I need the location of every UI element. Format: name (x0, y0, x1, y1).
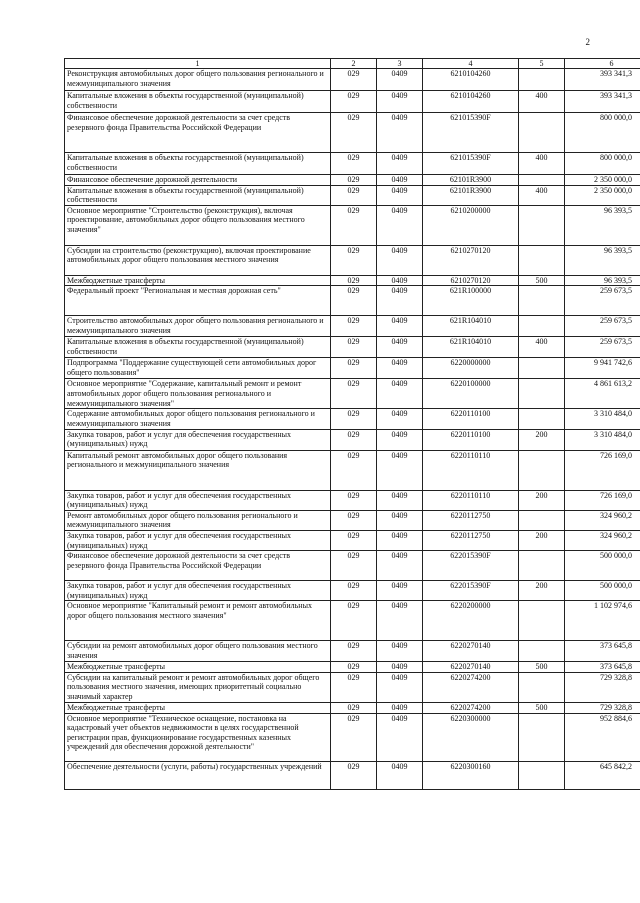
row-code-4: 6220110100 (423, 409, 519, 429)
row-code-4: 621015390F (423, 113, 519, 153)
table-row (65, 581, 640, 601)
table-row (65, 205, 640, 245)
row-name: Закупка товаров, работ и услуг для обеспечения государственных (муниципальных) нужд (65, 490, 331, 510)
row-amount: 393 341,3 (565, 91, 640, 113)
row-name: Ремонт автомобильных дорог общего пользования регионального и межмуниципального значения (65, 510, 331, 530)
row-code-5 (519, 286, 565, 316)
row-amount: 259 673,5 (565, 337, 640, 358)
table-row (65, 601, 640, 641)
table-row (65, 702, 640, 713)
row-code-2: 029 (331, 702, 377, 713)
budget-table (64, 58, 640, 790)
row-code-4: 6220110100 (423, 429, 519, 450)
row-code-2: 029 (331, 185, 377, 205)
row-code-3: 0409 (377, 581, 423, 601)
row-code-5 (519, 601, 565, 641)
row-name: Содержание автомобильных дорог общего пользования регионального и межмуниципального значения (65, 409, 331, 429)
row-code-3: 0409 (377, 205, 423, 245)
row-code-3: 0409 (377, 510, 423, 530)
row-code-3: 0409 (377, 409, 423, 429)
row-code-4: 621R100000 (423, 286, 519, 316)
row-amount: 373 645,8 (565, 641, 640, 661)
table-row (65, 490, 640, 510)
row-amount: 259 673,5 (565, 316, 640, 337)
row-code-3: 0409 (377, 601, 423, 641)
row-code-5: 200 (519, 490, 565, 510)
table-row (65, 641, 640, 661)
row-code-2: 029 (331, 113, 377, 153)
row-code-3: 0409 (377, 379, 423, 409)
row-code-4: 6220270140 (423, 661, 519, 672)
row-code-3: 0409 (377, 91, 423, 113)
table-row (65, 551, 640, 581)
row-code-2: 029 (331, 713, 377, 761)
row-amount: 500 000,0 (565, 581, 640, 601)
row-name: Межбюджетные трансферты (65, 661, 331, 672)
row-name: Капитальные вложения в объекты государственной (муниципальной) собственности (65, 91, 331, 113)
row-code-2: 029 (331, 672, 377, 702)
row-code-2: 029 (331, 205, 377, 245)
table-row (65, 672, 640, 702)
header-cell: 2 (331, 59, 377, 69)
row-code-4: 6210104260 (423, 91, 519, 113)
row-code-5 (519, 379, 565, 409)
row-amount: 2 350 000,0 (565, 175, 640, 186)
row-code-4: 62101R3900 (423, 175, 519, 186)
row-name: Закупка товаров, работ и услуг для обеспечения государственных (муниципальных) нужд (65, 429, 331, 450)
row-code-3: 0409 (377, 429, 423, 450)
row-code-2: 029 (331, 530, 377, 550)
row-code-4: 6220110110 (423, 490, 519, 510)
row-code-5 (519, 205, 565, 245)
row-name: Реконструкция автомобильных дорог общего пользования регионального и межмуниципального значения (65, 69, 331, 91)
row-code-2: 029 (331, 581, 377, 601)
header-row (65, 59, 640, 69)
row-code-5 (519, 641, 565, 661)
row-code-3: 0409 (377, 175, 423, 186)
row-code-5: 500 (519, 702, 565, 713)
row-code-5 (519, 316, 565, 337)
row-name: Финансовое обеспечение дорожной деятельности за счет средств резервного фонда Правительства Российской Федерации (65, 113, 331, 153)
row-code-5: 200 (519, 429, 565, 450)
row-code-5 (519, 551, 565, 581)
table-row (65, 316, 640, 337)
row-code-3: 0409 (377, 275, 423, 286)
header-cell: 6 (565, 59, 640, 69)
row-name: Финансовое обеспечение дорожной деятельности (65, 175, 331, 186)
row-code-2: 029 (331, 153, 377, 175)
table-row (65, 91, 640, 113)
row-code-4: 6210270120 (423, 245, 519, 275)
table-row (65, 379, 640, 409)
row-amount: 726 169,0 (565, 450, 640, 490)
row-code-4: 6220100000 (423, 379, 519, 409)
row-code-5 (519, 713, 565, 761)
row-amount: 9 941 742,6 (565, 358, 640, 379)
row-code-2: 029 (331, 551, 377, 581)
row-code-5 (519, 358, 565, 379)
row-code-5 (519, 409, 565, 429)
table-row (65, 185, 640, 205)
row-code-4: 621R104010 (423, 316, 519, 337)
row-code-4: 6210104260 (423, 69, 519, 91)
row-code-3: 0409 (377, 185, 423, 205)
row-amount: 4 861 613,2 (565, 379, 640, 409)
row-code-2: 029 (331, 409, 377, 429)
header-cell: 4 (423, 59, 519, 69)
row-code-5 (519, 450, 565, 490)
table-row (65, 661, 640, 672)
row-code-4: 621015390F (423, 153, 519, 175)
table-row (65, 450, 640, 490)
row-code-4: 622015390F (423, 581, 519, 601)
row-code-5: 400 (519, 337, 565, 358)
table-row (65, 761, 640, 789)
row-amount: 645 842,2 (565, 761, 640, 789)
row-code-2: 029 (331, 601, 377, 641)
row-name: Финансовое обеспечение дорожной деятельности за счет средств резервного фонда Правительства Российской Федерации (65, 551, 331, 581)
row-code-4: 6220112750 (423, 530, 519, 550)
row-code-2: 029 (331, 175, 377, 186)
row-name: Межбюджетные трансферты (65, 275, 331, 286)
row-code-5 (519, 69, 565, 91)
table-row (65, 69, 640, 91)
row-code-5 (519, 672, 565, 702)
row-code-2: 029 (331, 761, 377, 789)
row-name: Основное мероприятие "Капитальный ремонт и ремонт автомобильных дорог общего пользования местного значения" (65, 601, 331, 641)
row-name: Основное мероприятие "Техническое оснащение, постановка на кадастровый учет объектов недвижимости в целях государственной регистрации прав, функционирование государственных казенных учреждений для обеспечения дорожной деятельности" (65, 713, 331, 761)
row-code-5: 200 (519, 530, 565, 550)
table-row (65, 337, 640, 358)
row-name: Закупка товаров, работ и услуг для обеспечения государственных (муниципальных) нужд (65, 581, 331, 601)
row-name: Субсидии на ремонт автомобильных дорог общего пользования местного значения (65, 641, 331, 661)
row-code-3: 0409 (377, 672, 423, 702)
row-code-5 (519, 245, 565, 275)
row-code-3: 0409 (377, 69, 423, 91)
row-code-2: 029 (331, 379, 377, 409)
row-code-4: 6220300160 (423, 761, 519, 789)
row-code-4: 6220300000 (423, 713, 519, 761)
row-amount: 259 673,5 (565, 286, 640, 316)
row-name: Субсидии на капитальный ремонт и ремонт автомобильных дорог общего пользования местного значения, имеющих приоритетный социально значимый характер (65, 672, 331, 702)
row-name: Капитальные вложения в объекты государственной (муниципальной) собственности (65, 153, 331, 175)
row-code-4: 6220274200 (423, 672, 519, 702)
row-code-4: 6210270120 (423, 275, 519, 286)
row-code-5 (519, 175, 565, 186)
row-code-5 (519, 113, 565, 153)
row-code-5: 500 (519, 661, 565, 672)
row-name: Основное мероприятие "Строительство (реконструкция), включая проектирование, автомобильных дорог общего пользования местного значения" (65, 205, 331, 245)
row-code-2: 029 (331, 316, 377, 337)
row-code-3: 0409 (377, 113, 423, 153)
row-code-2: 029 (331, 641, 377, 661)
row-amount: 96 393,5 (565, 245, 640, 275)
table-row (65, 409, 640, 429)
table-row (65, 245, 640, 275)
row-code-4: 6220274200 (423, 702, 519, 713)
table-row (65, 113, 640, 153)
row-code-4: 6220270140 (423, 641, 519, 661)
table-row (65, 530, 640, 550)
row-amount: 96 393,5 (565, 275, 640, 286)
row-code-3: 0409 (377, 702, 423, 713)
row-code-2: 029 (331, 275, 377, 286)
row-code-3: 0409 (377, 358, 423, 379)
row-amount: 500 000,0 (565, 551, 640, 581)
row-amount: 324 960,2 (565, 510, 640, 530)
row-amount: 393 341,3 (565, 69, 640, 91)
row-code-2: 029 (331, 337, 377, 358)
row-code-2: 029 (331, 450, 377, 490)
row-code-3: 0409 (377, 153, 423, 175)
row-name: Основное мероприятие "Содержание, капитальный ремонт и ремонт автомобильных дорог общего пользования регионального и межмуниципального значения" (65, 379, 331, 409)
row-code-3: 0409 (377, 641, 423, 661)
row-code-3: 0409 (377, 551, 423, 581)
table-row (65, 175, 640, 186)
row-name: Подпрограмма "Поддержание существующей сети автомобильных дорог общего пользования" (65, 358, 331, 379)
row-code-2: 029 (331, 286, 377, 316)
row-name: Субсидии на строительство (реконструкцию), включая проектирование автомобильных дорог общего пользования местного значения (65, 245, 331, 275)
row-name: Обеспечение деятельности (услуги, работы) государственных учреждений (65, 761, 331, 789)
row-amount: 800 000,0 (565, 153, 640, 175)
row-code-4: 6220200000 (423, 601, 519, 641)
row-code-3: 0409 (377, 761, 423, 789)
table-row (65, 286, 640, 316)
header-cell: 3 (377, 59, 423, 69)
row-code-3: 0409 (377, 450, 423, 490)
row-code-3: 0409 (377, 337, 423, 358)
table-row (65, 153, 640, 175)
row-code-2: 029 (331, 358, 377, 379)
row-code-4: 622015390F (423, 551, 519, 581)
row-amount: 373 645,8 (565, 661, 640, 672)
page-number: 2 (585, 37, 590, 47)
row-code-2: 029 (331, 661, 377, 672)
row-amount: 729 328,8 (565, 672, 640, 702)
row-name: Капитальный ремонт автомобильных дорог общего пользования регионального и межмуниципального значения (65, 450, 331, 490)
row-amount: 952 884,6 (565, 713, 640, 761)
row-amount: 3 310 484,0 (565, 409, 640, 429)
row-amount: 729 328,8 (565, 702, 640, 713)
row-amount: 726 169,0 (565, 490, 640, 510)
row-code-3: 0409 (377, 490, 423, 510)
table-row (65, 713, 640, 761)
header-cell: 5 (519, 59, 565, 69)
row-code-3: 0409 (377, 530, 423, 550)
row-amount: 324 960,2 (565, 530, 640, 550)
row-code-3: 0409 (377, 713, 423, 761)
row-code-5 (519, 761, 565, 789)
row-amount: 1 102 974,6 (565, 601, 640, 641)
row-code-3: 0409 (377, 245, 423, 275)
table-row (65, 358, 640, 379)
row-code-2: 029 (331, 429, 377, 450)
row-code-2: 029 (331, 91, 377, 113)
row-code-5: 200 (519, 581, 565, 601)
row-code-4: 6220112750 (423, 510, 519, 530)
row-code-5: 400 (519, 153, 565, 175)
table-row (65, 510, 640, 530)
row-code-2: 029 (331, 245, 377, 275)
row-code-5 (519, 510, 565, 530)
row-amount: 3 310 484,0 (565, 429, 640, 450)
row-name: Федеральный проект "Региональная и местная дорожная сеть" (65, 286, 331, 316)
row-code-4: 621R104010 (423, 337, 519, 358)
row-code-2: 029 (331, 490, 377, 510)
row-code-3: 0409 (377, 286, 423, 316)
row-name: Строительство автомобильных дорог общего пользования регионального и межмуниципального значения (65, 316, 331, 337)
row-code-4: 62101R3900 (423, 185, 519, 205)
row-amount: 2 350 000,0 (565, 185, 640, 205)
row-code-5: 400 (519, 91, 565, 113)
row-code-5: 400 (519, 185, 565, 205)
row-code-4: 6220000000 (423, 358, 519, 379)
header-cell: 1 (65, 59, 331, 69)
row-code-2: 029 (331, 510, 377, 530)
row-amount: 800 000,0 (565, 113, 640, 153)
row-name: Капитальные вложения в объекты государственной (муниципальной) собственности (65, 337, 331, 358)
row-code-4: 6210200000 (423, 205, 519, 245)
table-row (65, 429, 640, 450)
row-name: Капитальные вложения в объекты государственной (муниципальной) собственности (65, 185, 331, 205)
row-code-3: 0409 (377, 661, 423, 672)
table-row (65, 275, 640, 286)
row-code-4: 6220110110 (423, 450, 519, 490)
row-code-3: 0409 (377, 316, 423, 337)
row-amount: 96 393,5 (565, 205, 640, 245)
row-code-5: 500 (519, 275, 565, 286)
row-name: Закупка товаров, работ и услуг для обеспечения государственных (муниципальных) нужд (65, 530, 331, 550)
row-code-2: 029 (331, 69, 377, 91)
row-name: Межбюджетные трансферты (65, 702, 331, 713)
